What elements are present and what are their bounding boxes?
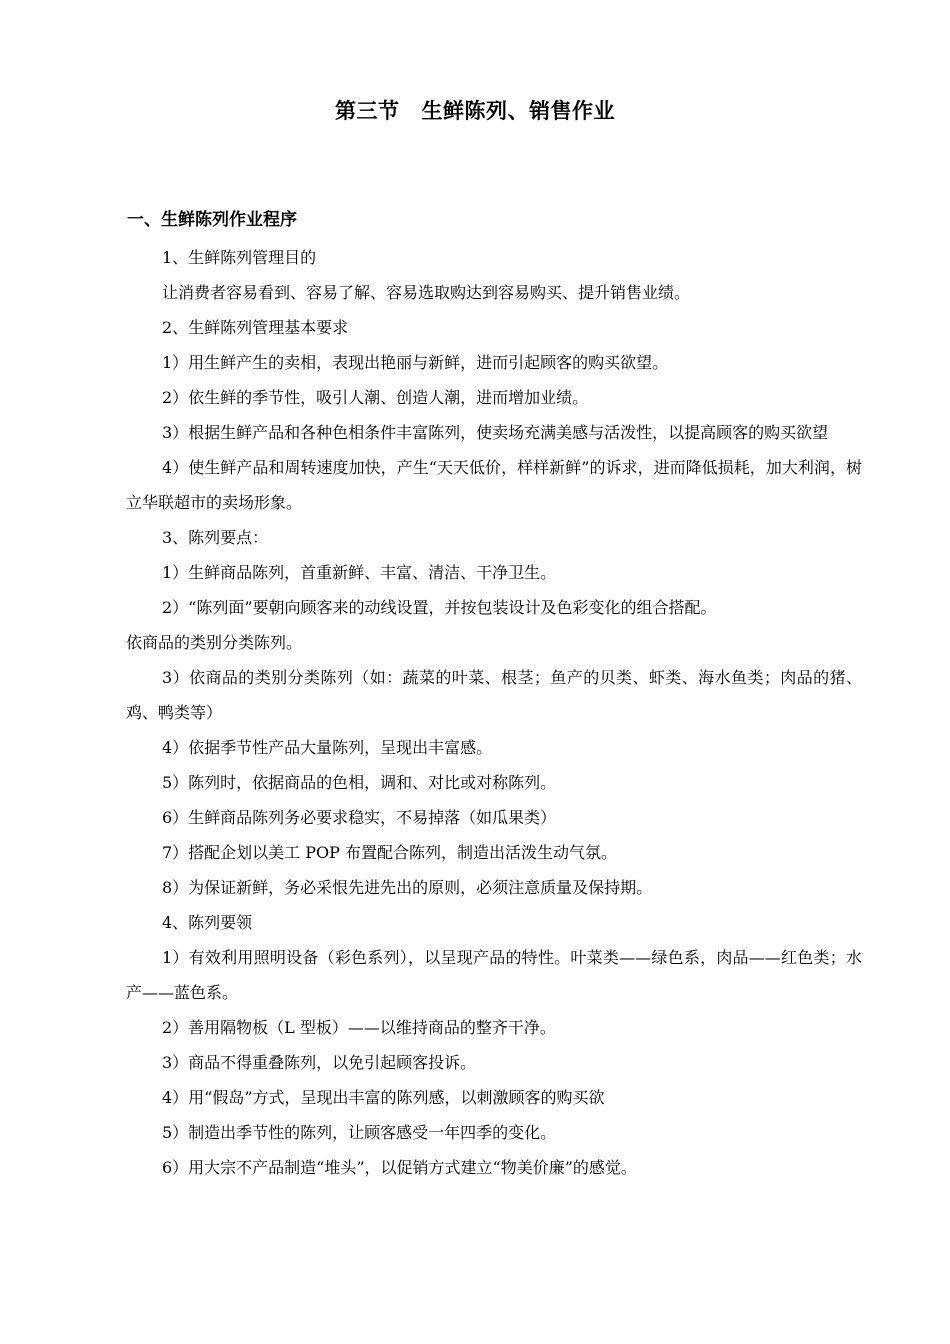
paragraph: 7）搭配企划以美工 POP 布置配合陈列，制造出活泼生动气氛。 xyxy=(162,843,618,862)
paragraph: 5）制造出季节性的陈列，让顾客感受一年四季的变化。 xyxy=(162,1123,557,1142)
paragraph: 5）陈列时，依据商品的色相，调和、对比或对称陈列。 xyxy=(162,773,557,792)
paragraph: 1）生鲜商品陈列，首重新鲜、丰富、清洁、干净卫生。 xyxy=(162,563,557,582)
title-section-number: 第三节 xyxy=(335,99,400,123)
paragraph: 4）使生鲜产品和周转速度加快，产生“天天低价，样样新鲜”的诉求，进而降低损耗，加大利润，树立华联超市的卖场形象。 xyxy=(126,458,862,512)
paragraph: 4）用“假岛”方式，呈现出丰富的陈列感，以刺激顾客的购买欲 xyxy=(162,1088,605,1107)
document-body xyxy=(126,240,862,1185)
paragraph: 6）生鲜商品陈列务必要求稳实，不易掉落（如瓜果类） xyxy=(162,808,557,827)
paragraph: 4）依据季节性产品大量陈列，呈现出丰富感。 xyxy=(162,738,493,757)
section-heading: 一、生鲜陈列作业程序 xyxy=(127,210,297,230)
paragraph: 1、生鲜陈列管理目的 xyxy=(162,248,317,267)
paragraph: 3、陈列要点： xyxy=(162,528,269,547)
paragraph: 依商品的类别分类陈列。 xyxy=(126,633,303,652)
paragraph: 2、生鲜陈列管理基本要求 xyxy=(162,318,349,337)
paragraph: 1）有效利用照明设备（彩色系列），以呈现产品的特性。叶菜类——绿色系，肉品——红色类；水产——蓝色系。 xyxy=(126,948,862,1002)
title-text: 生鲜陈列、销售作业 xyxy=(421,99,615,123)
paragraph: 8）为保证新鲜，务必采恨先进先出的原则，必须注意质量及保持期。 xyxy=(162,878,653,897)
paragraph: 1）用生鲜产生的卖相，表现出艳丽与新鲜，进而引起顾客的购买欲望。 xyxy=(162,353,669,372)
page-title xyxy=(0,96,950,126)
paragraph: 3）商品不得重叠陈列，以免引起顾客投诉。 xyxy=(162,1053,477,1072)
paragraph: 2）依生鲜的季节性，吸引人潮、创造人潮，进而增加业绩。 xyxy=(162,388,589,407)
paragraph: 3）依商品的类别分类陈列（如：蔬菜的叶菜、根茎；鱼产的贝类、虾类、海水鱼类；肉品的猪、鸡、鸭类等） xyxy=(126,668,862,722)
paragraph: 6）用大宗不产品制造“堆头”，以促销方式建立“物美价廉”的感觉。 xyxy=(162,1158,637,1177)
paragraph: 让消费者容易看到、容易了解、容易选取购达到容易购买、提升销售业绩。 xyxy=(162,283,691,302)
paragraph: 4、陈列要领 xyxy=(162,913,253,932)
paragraph: 3）根据生鲜产品和各种色相条件丰富陈列，使卖场充满美感与活泼性，以提高顾客的购买欲望 xyxy=(162,423,829,442)
paragraph: 2）“陈列面”要朝向顾客来的动线设置，并按包装设计及色彩变化的组合搭配。 xyxy=(162,598,717,617)
paragraph: 2）善用隔物板（L 型板）——以维持商品的整齐干净。 xyxy=(162,1018,556,1037)
